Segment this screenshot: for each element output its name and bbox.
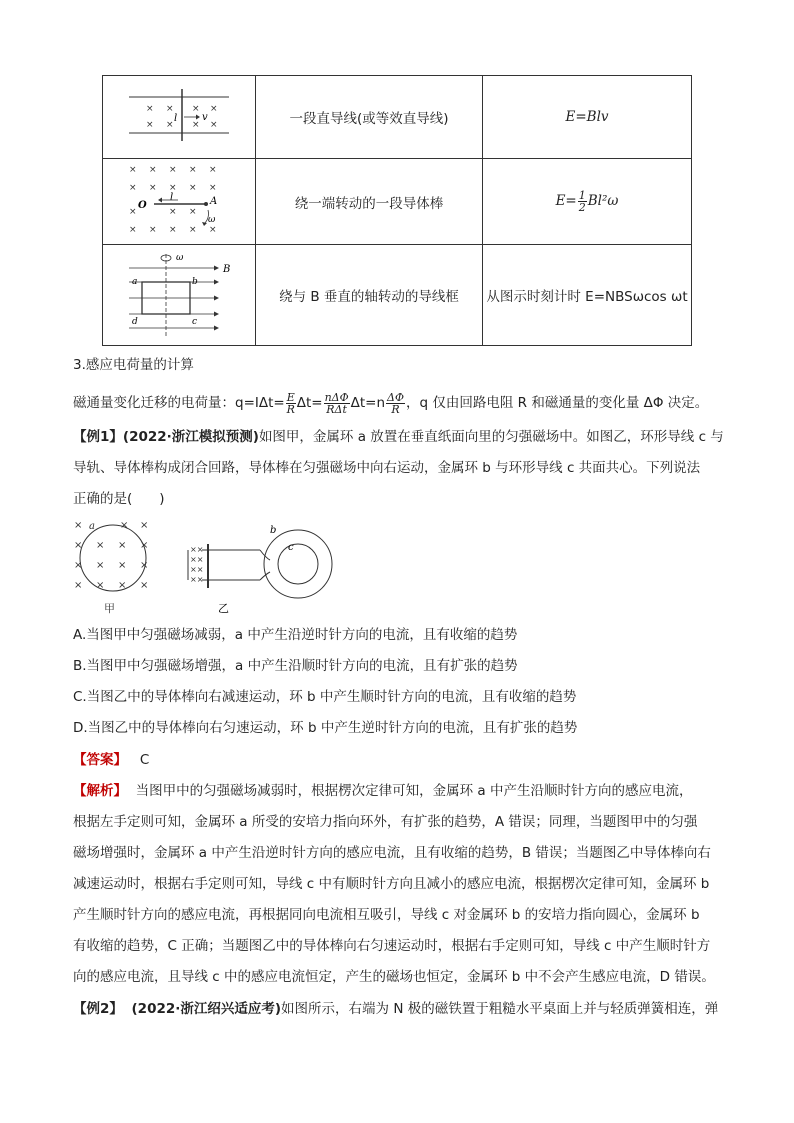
analysis-line-5: 产生顺时针方向的感应电流，再根据同向电流相互吸引，导线 c 对金属环 b 的安培力指向圆心，金属环 b (73, 907, 700, 923)
svg-text:×: × (74, 560, 83, 571)
svg-text:×: × (129, 183, 137, 193)
row3-description: 绕与 B 垂直的轴转动的导线框 (256, 245, 483, 346)
table-row (103, 76, 692, 159)
row1-formula: E=Blv (483, 76, 692, 159)
option-d: D.当图乙中的导体棒向右匀速运动，环 b 中产生逆时针方向的电流，且有扩张的趋势 (73, 720, 578, 736)
svg-text:××: ×× (190, 575, 204, 584)
svg-text:×: × (149, 183, 157, 193)
svg-text:d: d (132, 317, 138, 327)
figure-jia (74, 520, 148, 615)
table-row (103, 245, 692, 346)
svg-text:v: v (202, 112, 208, 123)
svg-text:乙: 乙 (218, 602, 229, 615)
svg-text:×: × (74, 520, 83, 531)
svg-text:a: a (132, 277, 138, 287)
fraction-dphi-over-r: $\frac{\Delta\Phi}{R}$ (387, 390, 404, 416)
example1-line-2: 导轨、导体棒构成闭合回路，导体棒在匀强磁场中向右运动，金属环 b 与环形导线 c 共面共心。下列说法 (73, 460, 701, 476)
svg-text:×: × (129, 207, 137, 217)
svg-text:×: × (192, 120, 200, 130)
svg-text:×: × (189, 165, 197, 175)
svg-text:×: × (129, 225, 137, 235)
rotating-frame-diagram (124, 248, 234, 338)
svg-text:×: × (74, 580, 83, 591)
row2-description: 绕一端转动的一段导体棒 (256, 159, 483, 245)
svg-text:c: c (288, 542, 294, 553)
svg-text:×: × (74, 540, 83, 551)
answer-value: C (139, 752, 150, 768)
analysis-line-6: 有收缩的趋势，C 正确；当题图乙中的导体棒向右匀速运动时，根据右手定则可知，导线 c 中产生顺时针方 (73, 938, 711, 954)
example1-label: 【例1】(2022·浙江模拟预测) (73, 429, 259, 445)
svg-text:×: × (209, 225, 217, 235)
svg-text:ω: ω (176, 253, 184, 263)
row1-description: 一段直导线(或等效直导线) (256, 76, 483, 159)
svg-text:××: ×× (190, 565, 204, 574)
example1-line-1: 【例1】(2022·浙江模拟预测)如图甲，金属环 a 放置在垂直纸面向里的匀强磁场中。如图乙，环形导线 c 与 (73, 429, 724, 445)
svg-text:×: × (209, 183, 217, 193)
svg-text:×: × (210, 120, 218, 130)
formula-suffix: Bl²ω (587, 193, 619, 209)
section-heading: 3.感应电荷量的计算 (73, 357, 194, 373)
svg-text:×: × (140, 560, 149, 571)
answer-line (73, 749, 149, 771)
example1-figures (70, 516, 350, 616)
svg-text:×: × (149, 225, 157, 235)
fraction-ndphi-over-rdt: $\frac{\text{nΔΦ}}{\text{RΔt}}$ (324, 390, 349, 416)
svg-text:l: l (174, 113, 178, 124)
analysis-line-4: 减速运动时，根据右手定则可知，导线 c 中有顺时针方向且减小的感应电流，根据楞次定律可知，金属环 b (73, 876, 710, 892)
example2-label: 【例2】 (73, 1001, 123, 1017)
fraction-e-over-r: $\frac{E}{R}$ (286, 390, 295, 416)
svg-text:×: × (129, 165, 137, 175)
svg-text:×: × (189, 183, 197, 193)
svg-text:×: × (169, 225, 177, 235)
svg-text:×: × (96, 560, 105, 571)
svg-text:×: × (96, 540, 105, 551)
option-c: C.当图乙中的导体棒向右减速运动，环 b 中产生顺时针方向的电流，且有收缩的趋势 (73, 689, 577, 705)
row2-formula (483, 159, 692, 245)
svg-text:×: × (140, 540, 149, 551)
straight-wire-diagram (124, 85, 234, 145)
analysis-line-7: 向的感应电流，且导线 c 中的感应电流恒定，产生的磁场也恒定，金属环 b 中不会产生感应电流，D 错误。 (73, 969, 715, 985)
formula-prefix: E= (555, 193, 577, 209)
svg-text:甲: 甲 (104, 602, 115, 615)
rotating-rod-diagram (124, 162, 234, 237)
example2-line-1: 【例2】 (2022·浙江绍兴适应考)如图所示，右端为 N 极的磁铁置于粗糙水平桌面上并与轻质弹簧相连，弹 (73, 1001, 719, 1017)
svg-text:×: × (189, 207, 197, 217)
svg-text:×: × (169, 165, 177, 175)
svg-text:b: b (270, 525, 277, 536)
figure-rotating-rod (103, 159, 256, 245)
figure-straight-wire (103, 76, 256, 159)
svg-text:×: × (166, 120, 174, 130)
emf-table (102, 75, 692, 346)
analysis-line-1: 【解析】 当图甲中的匀强磁场减弱时，根据楞次定律可知，金属环 a 中产生沿顺时针方向的感应电流， (73, 783, 693, 799)
figure-rotating-frame (103, 245, 256, 346)
answer-label: 【答案】 (73, 752, 127, 768)
svg-text:A: A (210, 196, 218, 207)
fraction: $\frac{1}{2}$ (578, 189, 586, 214)
svg-text:c: c (192, 317, 198, 327)
analysis-line-2: 根据左手定则可知，金属环 a 所受的安培力指向环外，有扩张的趋势，A 错误；同理，当题图甲中的匀强 (73, 814, 698, 830)
svg-text:×: × (192, 104, 200, 114)
option-b: B.当图甲中匀强磁场增强，a 中产生沿顺时针方向的电流，且有扩张的趋势 (73, 658, 518, 674)
svg-text:ω: ω (208, 215, 216, 225)
svg-text:×: × (166, 104, 174, 114)
svg-text:××: ×× (190, 545, 204, 554)
svg-text:×: × (118, 580, 127, 591)
svg-text:×: × (118, 540, 127, 551)
row3-formula: 从图示时刻计时 E=NBSωcos ωt (483, 245, 692, 346)
svg-text:B: B (223, 264, 231, 275)
charge-formula: 磁通量变化迁移的电荷量：q=IΔt= $\frac{E}{R}$ Δt= $\frac{\text{nΔΦ}}{\text{RΔt}}$ Δt=n $\frac{\Delta\Phi}{R}$ ，q 仅由回路电阻 R 和磁通量的变化量 ΔΦ 决定。 (73, 390, 709, 416)
svg-text:O: O (138, 200, 147, 211)
svg-text:×: × (210, 104, 218, 114)
svg-text:a: a (89, 521, 95, 532)
option-a: A.当图甲中匀强磁场减弱，a 中产生沿逆时针方向的电流，且有收缩的趋势 (73, 627, 518, 643)
svg-text:l: l (170, 192, 174, 203)
svg-text:××: ×× (190, 555, 204, 564)
svg-text:b: b (192, 277, 198, 287)
figure-yi (188, 525, 332, 615)
analysis-label: 【解析】 (73, 783, 127, 799)
svg-text:×: × (140, 580, 149, 591)
svg-text:×: × (96, 580, 105, 591)
svg-text:×: × (140, 520, 149, 531)
svg-text:×: × (169, 207, 177, 217)
table-row (103, 159, 692, 245)
analysis-line-3: 磁场增强时，金属环 a 中产生沿逆时针方向的感应电流，且有收缩的趋势，B 错误；当题图乙中导体棒向右 (73, 845, 711, 861)
example2-source: (2022·浙江绍兴适应考) (131, 1001, 282, 1017)
svg-text:×: × (118, 560, 127, 571)
example1-line-3: 正确的是( ) (73, 491, 165, 507)
svg-text:×: × (146, 104, 154, 114)
svg-text:×: × (189, 225, 197, 235)
svg-text:×: × (149, 165, 157, 175)
svg-text:×: × (169, 183, 177, 193)
svg-text:×: × (120, 520, 129, 531)
svg-text:×: × (209, 165, 217, 175)
svg-text:×: × (146, 120, 154, 130)
